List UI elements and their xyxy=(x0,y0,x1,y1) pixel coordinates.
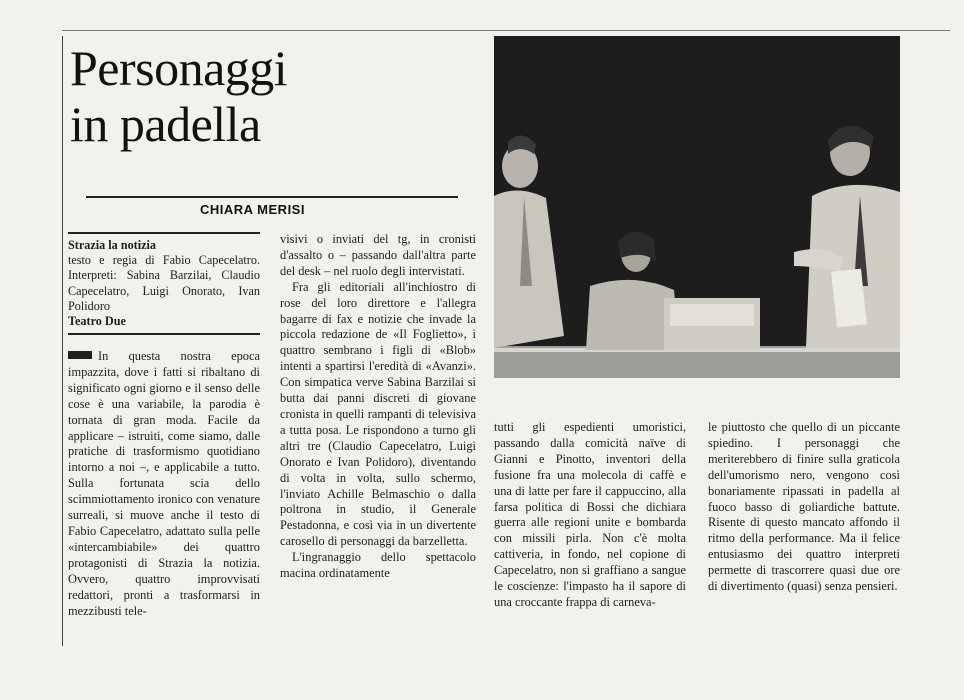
column-1-text: In questa nostra epoca impazzita, dove i fatti si ribaltano di significato ogni giorno e il senso delle cose è una variabile, la parodia è tornata di gran moda. Facile da applicare – istruiti, come siamo, dalle pratiche di trasformismo quotidiano intorno a noi –, e applicabile a tutto. Sulla fortunata scia dello scimmiottamento ironico con venature surreali, si muove anche il testo di Fabio Capecelatro, adattato sulla pelle «intercambiabile» dei quattro protagonisti di Strazia la notizia. Ovvero, quattro improvvisati redattori, pronti a trasformarsi in mezzibusti tele- xyxy=(68,349,260,618)
paragraph: tutti gli espedienti umoristici, passando dalla comicità naïve di Gianni e Pinotto, inventori della fusione fra una molecola di caffè e una di latte per fare il cappuccino, alla farsa politica di Bossi che dichiara guerra alle regioni unite e bombarda con missili pirla. Non c'è molta cattiveria, in fondo, nel copione di Capecelatro, non si graffiano a sangue le coscienze: l'impasto ha il sapore di una croccante frappa di carneva- xyxy=(494,420,686,609)
article-column-1 xyxy=(68,349,260,619)
show-info-box xyxy=(68,232,260,335)
left-margin-rule xyxy=(62,36,63,646)
stage-photo-image xyxy=(494,36,900,378)
show-credits: testo e regia di Fabio Capecelatro. Interpreti: Sabina Barzilai, Claudio Capecelatro, Luigi Onorato, Ivan Polidoro xyxy=(68,253,260,313)
paragraph: Fra gli editoriali all'inchiostro di rose del loro direttore e l'allegra bagarre di fax e notizie che invade la piccola redazione de «Il Foglietto», i quattro sembrano i figli di «Blob» intenti a spartirsi l'eredità di «Avanzi». Con simpatica verve Sabina Barzilai si butta dai panni discreti di giovane cronista in quelli rampanti di televisiva a tutta posa. Le rispondono a turno gli altri tre (Claudio Capecelatro, Luigi Onorato e Ivan Polidoro), diventando di volta in volta, sullo schermo, l'inviato Achille Belmaschio o dalla poltrona in studio, il Generale Pestadonna, e così via in un divertente carosello di personaggi da barzelletta. xyxy=(280,279,476,549)
article-column-4 xyxy=(708,420,900,595)
info-box-bottom-rule xyxy=(68,333,260,335)
headline-line-2: in padella xyxy=(70,96,261,152)
paragraph: le piuttosto che quello di un piccante spiedino. I personaggi che meriterebbero di finire sulla graticola dell'umorismo nero, vengono così bonariamente ripassati in padella al fuoco basso di goliardiche battute. Risente di questo mancato affondo il ritmo della performance. Ma il felice entusiasmo dei quattro interpreti permette di trascorrere quasi due ore di divertimento (quasi) senza pensieri. xyxy=(708,420,900,594)
paragraph: L'ingranaggio dello spettacolo macina ordinatamente xyxy=(280,550,476,581)
theatre-name: Teatro Due xyxy=(68,314,126,329)
stage-photo xyxy=(494,36,900,378)
article-column-3 xyxy=(494,420,686,611)
info-box-top-rule xyxy=(68,232,260,234)
byline: CHIARA MERISI xyxy=(200,202,305,217)
headline-line-1: Personaggi xyxy=(70,40,288,96)
show-title: Strazia la notizia xyxy=(68,238,157,252)
headline xyxy=(70,40,470,152)
paragraph: visivi o inviati del tg, in cronisti d'assalto o – passando dall'altra parte del desk – nel ruolo degli intervistati. xyxy=(280,232,476,278)
article-column-2 xyxy=(280,232,476,582)
paragraph xyxy=(68,349,260,619)
byline-rule xyxy=(86,196,458,198)
top-rule xyxy=(62,30,950,31)
paragraph-marker xyxy=(68,351,92,359)
